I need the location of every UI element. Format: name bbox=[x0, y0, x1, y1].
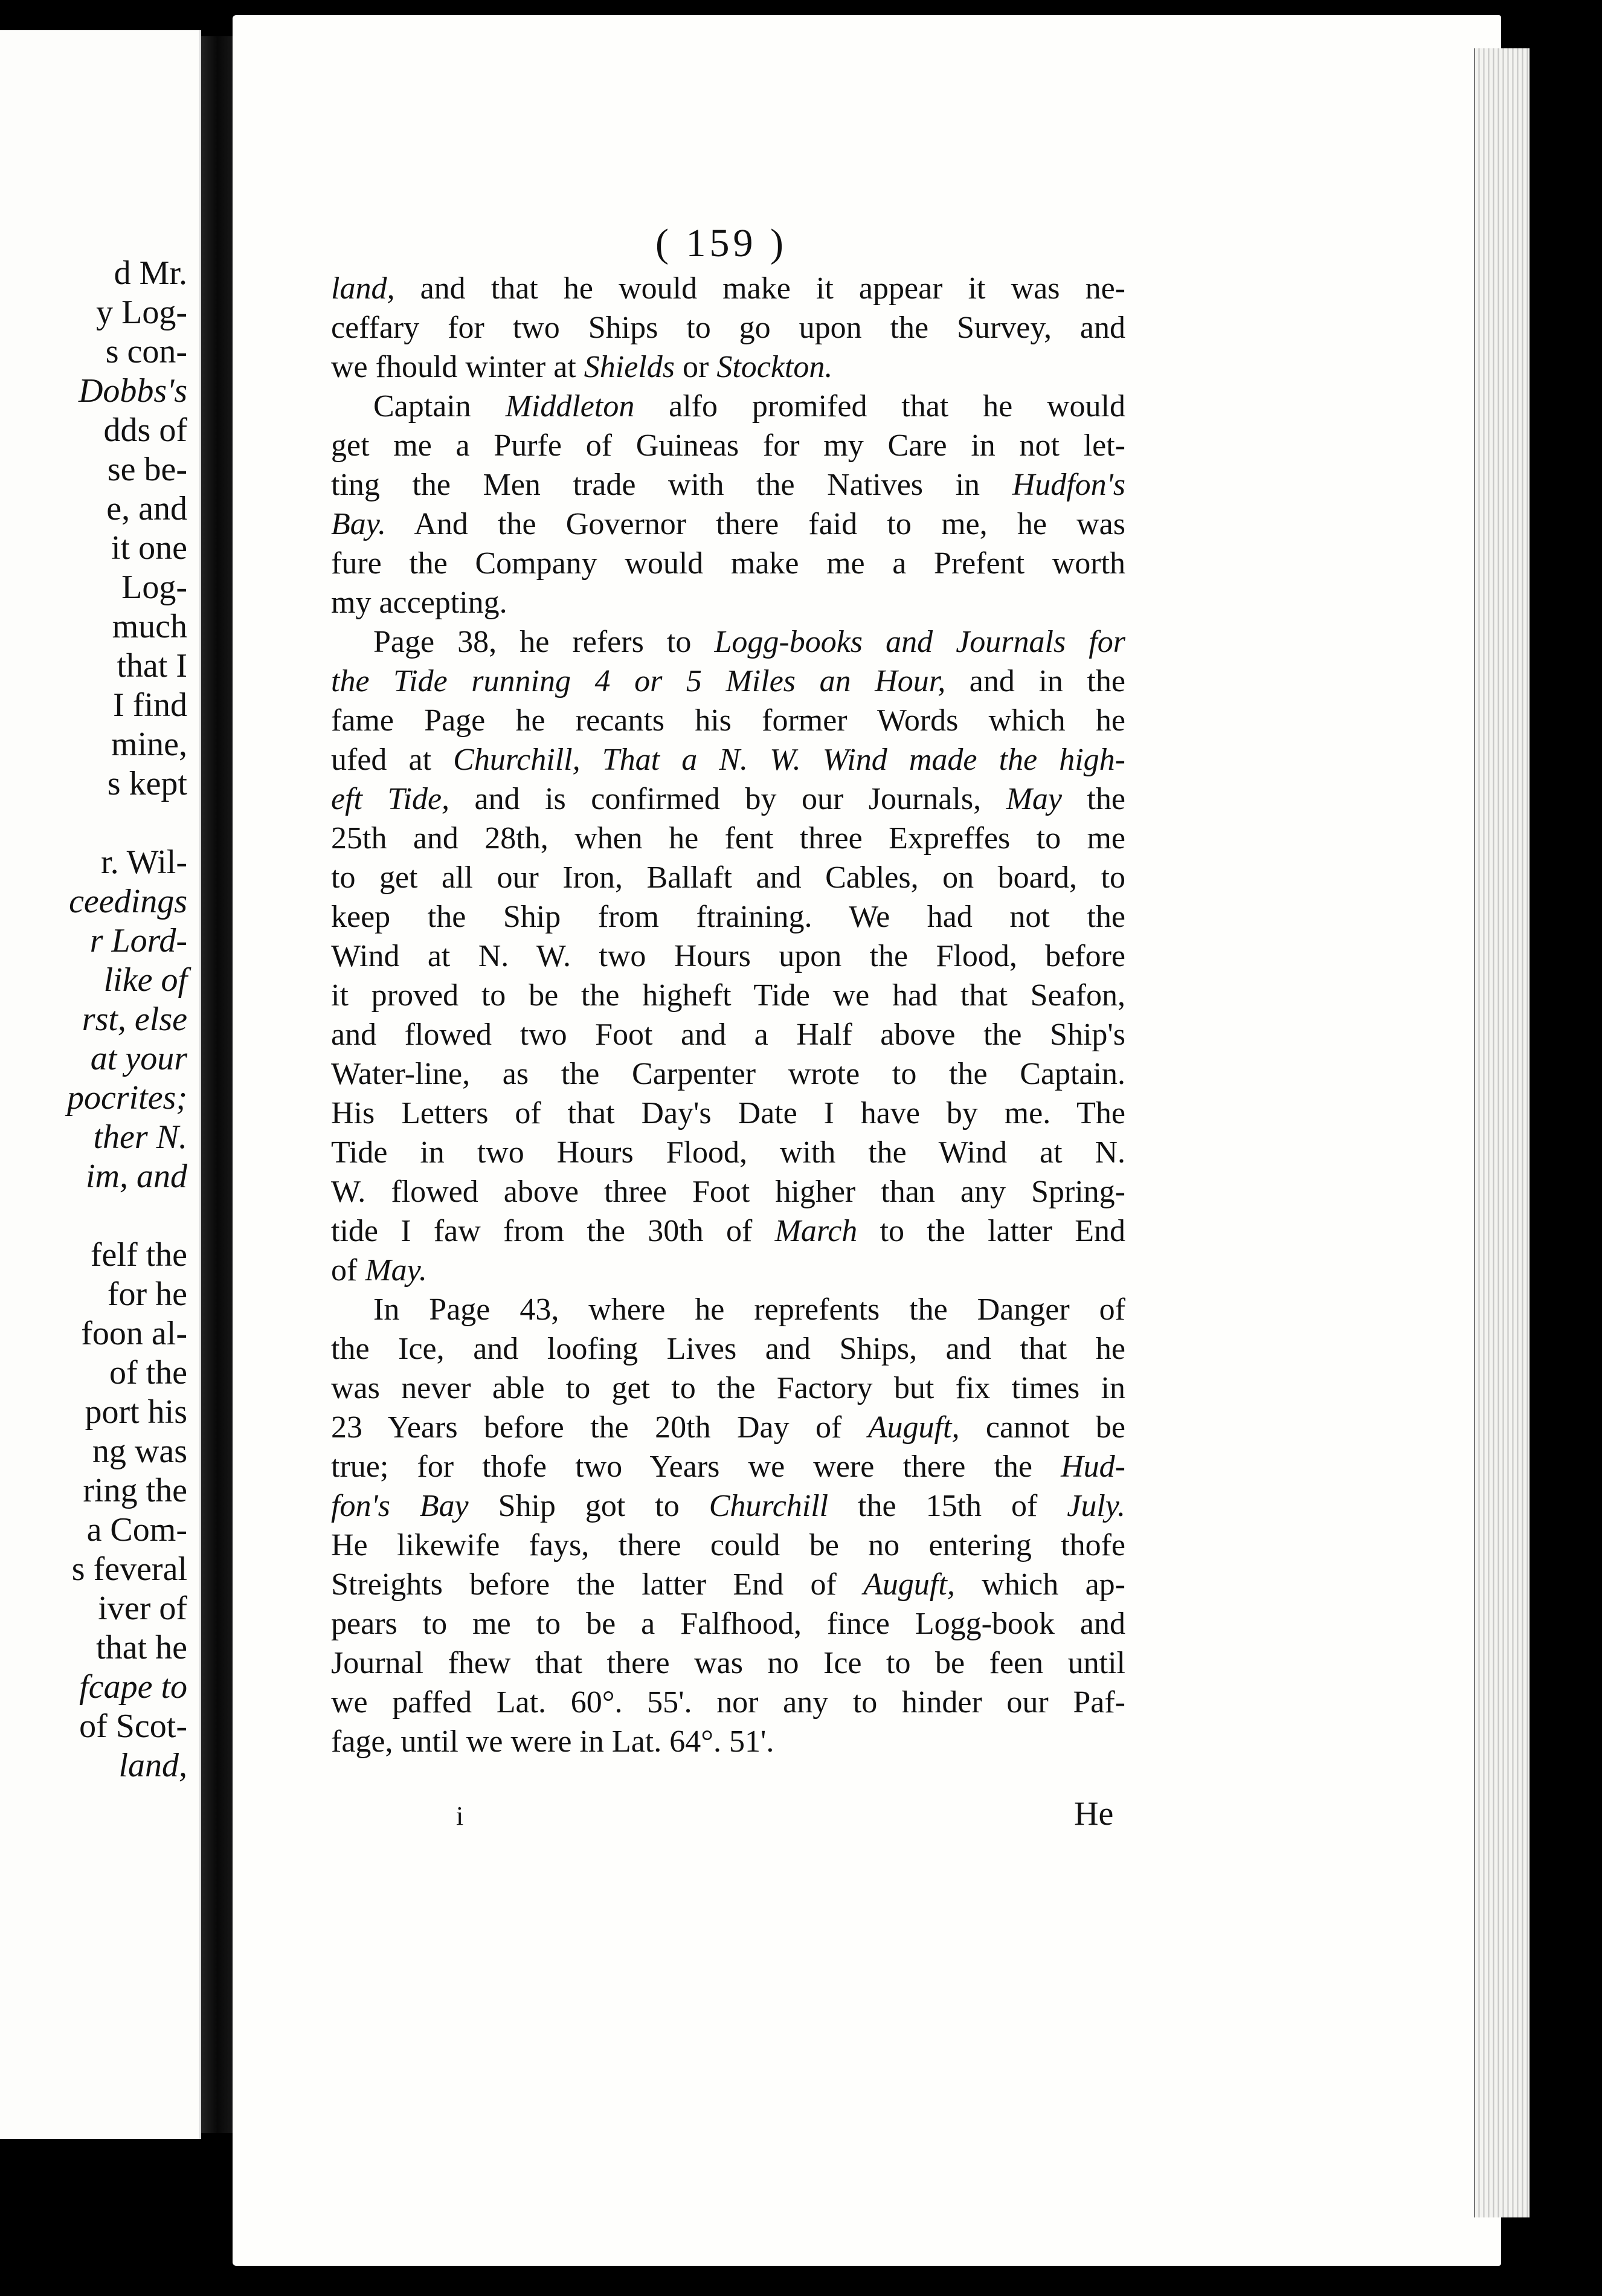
signature-mark: i bbox=[456, 1801, 464, 1831]
left-fragment-line: mine, bbox=[111, 726, 187, 763]
text-line bbox=[331, 1054, 1125, 1094]
italic-run: Auguft, bbox=[867, 1410, 960, 1445]
text-run: fage, until we were in Lat. 64°. 51'. bbox=[331, 1724, 774, 1759]
page-edges bbox=[1474, 48, 1530, 2217]
text-line bbox=[331, 858, 1125, 897]
left-fragment-line: se be- bbox=[107, 451, 187, 488]
text-run: or bbox=[675, 350, 717, 384]
italic-run: Bay. bbox=[331, 507, 386, 541]
text-run: we fhould winter at bbox=[331, 350, 584, 384]
text-line bbox=[331, 308, 1125, 347]
italic-run: eft Tide, bbox=[331, 782, 450, 816]
text-run: to get all our Iron, Ballaft and Cables, on board, to bbox=[331, 860, 1125, 895]
text-run: He likewife fays, there could be no entering thofe bbox=[331, 1528, 1125, 1562]
italic-run: Churchill bbox=[709, 1489, 829, 1523]
left-fragment-line: port his bbox=[85, 1393, 187, 1431]
text-run: the Ice, and loofing Lives and Ships, and that he bbox=[331, 1332, 1125, 1366]
italic-run: March bbox=[774, 1214, 858, 1248]
text-line bbox=[331, 1251, 1125, 1290]
text-run: to the latter End bbox=[857, 1214, 1125, 1248]
left-fragment-line: land, bbox=[118, 1747, 187, 1784]
text-run: which ap- bbox=[954, 1567, 1125, 1602]
text-line bbox=[331, 1722, 1125, 1761]
italic-run: fon's Bay bbox=[331, 1489, 469, 1523]
left-fragment-line: rst, else bbox=[82, 1001, 187, 1038]
text-run: the 15th of bbox=[828, 1489, 1067, 1523]
text-line bbox=[331, 1447, 1125, 1486]
catchword: He bbox=[1074, 1795, 1114, 1833]
italic-run: May bbox=[1006, 782, 1062, 816]
left-fragment-line: of the bbox=[109, 1354, 187, 1391]
text-run: pears to me to be a Falfhood, fince Logg-book and bbox=[331, 1607, 1125, 1641]
text-line bbox=[331, 897, 1125, 937]
text-run: it proved to be the higheft Tide we had that Seafon, bbox=[331, 978, 1125, 1013]
left-fragment-line: it one bbox=[111, 529, 187, 567]
left-fragment-line: s feveral bbox=[71, 1550, 187, 1588]
italic-run: the Tide running 4 or 5 Miles an Hour, bbox=[331, 664, 946, 698]
text-line bbox=[331, 701, 1125, 740]
text-line bbox=[331, 740, 1125, 779]
text-run: Streights before the latter End of bbox=[331, 1567, 864, 1602]
text-line bbox=[331, 269, 1125, 308]
text-run: tide I faw from the 30th of bbox=[331, 1214, 775, 1248]
left-fragment-line: much bbox=[112, 608, 187, 645]
text-run: and that he would make it appear it was ne- bbox=[394, 271, 1125, 306]
text-run: and in the bbox=[945, 664, 1125, 698]
italic-run: July. bbox=[1067, 1489, 1125, 1523]
left-fragment-line: ng was bbox=[92, 1433, 187, 1470]
left-fragment-line: Dobbs's bbox=[78, 372, 187, 410]
italic-run: Hud- bbox=[1061, 1450, 1125, 1484]
text-line bbox=[331, 819, 1125, 858]
left-fragment-line: s kept bbox=[107, 765, 187, 802]
text-run: fame Page he recants his former Words which he bbox=[331, 703, 1125, 738]
text-run: alfo promifed that he would bbox=[634, 389, 1125, 424]
left-fragment-line: at your bbox=[90, 1040, 187, 1077]
text-run: Journal fhew that there was no Ice to be feen until bbox=[331, 1646, 1125, 1680]
text-line bbox=[331, 1172, 1125, 1211]
text-line bbox=[331, 1369, 1125, 1408]
text-run: we paffed Lat. 60°. 55'. nor any to hinder our Paf- bbox=[331, 1685, 1125, 1720]
text-line bbox=[331, 465, 1125, 505]
text-line bbox=[331, 347, 1125, 387]
left-fragment-line: a Com- bbox=[86, 1511, 187, 1549]
text-line bbox=[331, 1526, 1125, 1565]
text-run: fure the Company would make me a Prefent worth bbox=[331, 546, 1125, 581]
text-line bbox=[331, 1133, 1125, 1172]
left-fragment-line: y Log- bbox=[96, 294, 187, 331]
page-number: ( 159 ) bbox=[655, 221, 787, 265]
text-line bbox=[331, 662, 1125, 701]
italic-run: Auguft, bbox=[863, 1567, 955, 1602]
italic-run: Middleton bbox=[505, 389, 635, 424]
left-fragment-line: iver of bbox=[98, 1590, 187, 1627]
text-run: Captain bbox=[373, 389, 506, 424]
left-fragment-line: pocrites; bbox=[66, 1079, 187, 1117]
text-run: ufed at bbox=[331, 743, 454, 777]
left-fragment-line: like of bbox=[103, 961, 187, 999]
left-fragment-line: that he bbox=[96, 1629, 187, 1666]
text-run: In Page 43, where he reprefents the Danger of bbox=[373, 1292, 1125, 1327]
text-run: Ship got to bbox=[468, 1489, 709, 1523]
text-line bbox=[331, 1486, 1125, 1526]
text-line bbox=[331, 937, 1125, 976]
text-line bbox=[331, 1408, 1125, 1447]
italic-run: May. bbox=[365, 1253, 427, 1288]
text-line bbox=[331, 544, 1125, 583]
text-run: Tide in two Hours Flood, with the Wind at N. bbox=[331, 1135, 1125, 1170]
text-run: 23 Years before the 20th Day of bbox=[331, 1410, 868, 1445]
text-line bbox=[331, 387, 1125, 426]
left-fragment-line: ceedings bbox=[69, 883, 187, 920]
book-gutter bbox=[201, 36, 237, 2133]
text-run: and flowed two Foot and a Half above the Ship's bbox=[331, 1017, 1125, 1052]
left-fragment-line: dds of bbox=[103, 411, 187, 449]
text-line bbox=[331, 426, 1125, 465]
text-run: my accepting. bbox=[331, 585, 507, 620]
text-run: Page 38, he refers to bbox=[373, 625, 715, 659]
italic-run: Shields bbox=[584, 350, 675, 384]
text-line bbox=[331, 976, 1125, 1015]
text-line bbox=[331, 622, 1125, 662]
left-fragment-line: fcape to bbox=[79, 1668, 187, 1706]
text-line bbox=[331, 1604, 1125, 1643]
text-run: ting the Men trade with the Natives in bbox=[331, 468, 1012, 502]
left-fragment-line: r Lord- bbox=[89, 922, 187, 959]
text-run: true; for thofe two Years we were there the bbox=[331, 1450, 1061, 1484]
text-run: was never able to get to the Factory but fix times in bbox=[331, 1371, 1125, 1405]
text-line bbox=[331, 505, 1125, 544]
italic-run: Stockton. bbox=[716, 350, 833, 384]
text-run: Water-line, as the Carpenter wrote to the Captain. bbox=[331, 1057, 1125, 1091]
text-run: W. flowed above three Foot higher than any Spring- bbox=[331, 1175, 1125, 1209]
italic-run: Churchill, That a N. W. Wind made the high- bbox=[453, 743, 1125, 777]
text-line bbox=[331, 1329, 1125, 1369]
italic-run: Hudfon's bbox=[1012, 468, 1125, 502]
text-line bbox=[331, 1211, 1125, 1251]
text-run: His Letters of that Day's Date I have by me. The bbox=[331, 1096, 1125, 1130]
left-fragment-line: Log- bbox=[121, 569, 187, 606]
left-fragment-line: that I bbox=[117, 647, 187, 685]
text-line bbox=[331, 1015, 1125, 1054]
text-line bbox=[331, 1094, 1125, 1133]
left-fragment-line: r. Wil- bbox=[101, 843, 187, 881]
italic-run: land, bbox=[331, 271, 395, 306]
text-line bbox=[331, 779, 1125, 819]
text-line bbox=[331, 583, 1125, 622]
text-line bbox=[331, 1683, 1125, 1722]
left-page-fragment bbox=[0, 30, 201, 2139]
text-run: of bbox=[331, 1253, 365, 1288]
text-run: Wind at N. W. two Hours upon the Flood, before bbox=[331, 939, 1125, 973]
text-line bbox=[331, 1565, 1125, 1604]
text-run: ceffary for two Ships to go upon the Survey, and bbox=[331, 311, 1125, 345]
body-text bbox=[331, 269, 1125, 1761]
text-run: cannot be bbox=[959, 1410, 1125, 1445]
text-run: get me a Purfe of Guineas for my Care in not let- bbox=[331, 428, 1125, 463]
italic-run: Logg-books and Journals for bbox=[714, 625, 1125, 659]
left-fragment-line: for he bbox=[107, 1275, 187, 1313]
left-fragment-line: d Mr. bbox=[114, 254, 187, 292]
text-run: and is confirmed by our Journals, bbox=[449, 782, 1006, 816]
text-line bbox=[331, 1643, 1125, 1683]
text-run: 25th and 28th, when he fent three Expreffes to me bbox=[331, 821, 1125, 856]
text-run: keep the Ship from ftraining. We had not the bbox=[331, 900, 1125, 934]
text-run: the bbox=[1061, 782, 1125, 816]
left-fragment-line: s con- bbox=[105, 333, 187, 370]
left-fragment-line: ther N. bbox=[93, 1118, 187, 1156]
left-fragment-line: im, and bbox=[86, 1158, 187, 1195]
left-fragment-line: e, and bbox=[106, 490, 187, 527]
left-fragment-line: of Scot- bbox=[79, 1707, 187, 1745]
text-run: And the Governor there faid to me, he was bbox=[385, 507, 1125, 541]
text-line bbox=[331, 1290, 1125, 1329]
left-fragment-line: I find bbox=[113, 686, 187, 724]
left-fragment-line: ring the bbox=[83, 1472, 187, 1509]
left-fragment-line: felf the bbox=[90, 1236, 187, 1274]
left-fragment-line: foon al- bbox=[81, 1315, 187, 1352]
